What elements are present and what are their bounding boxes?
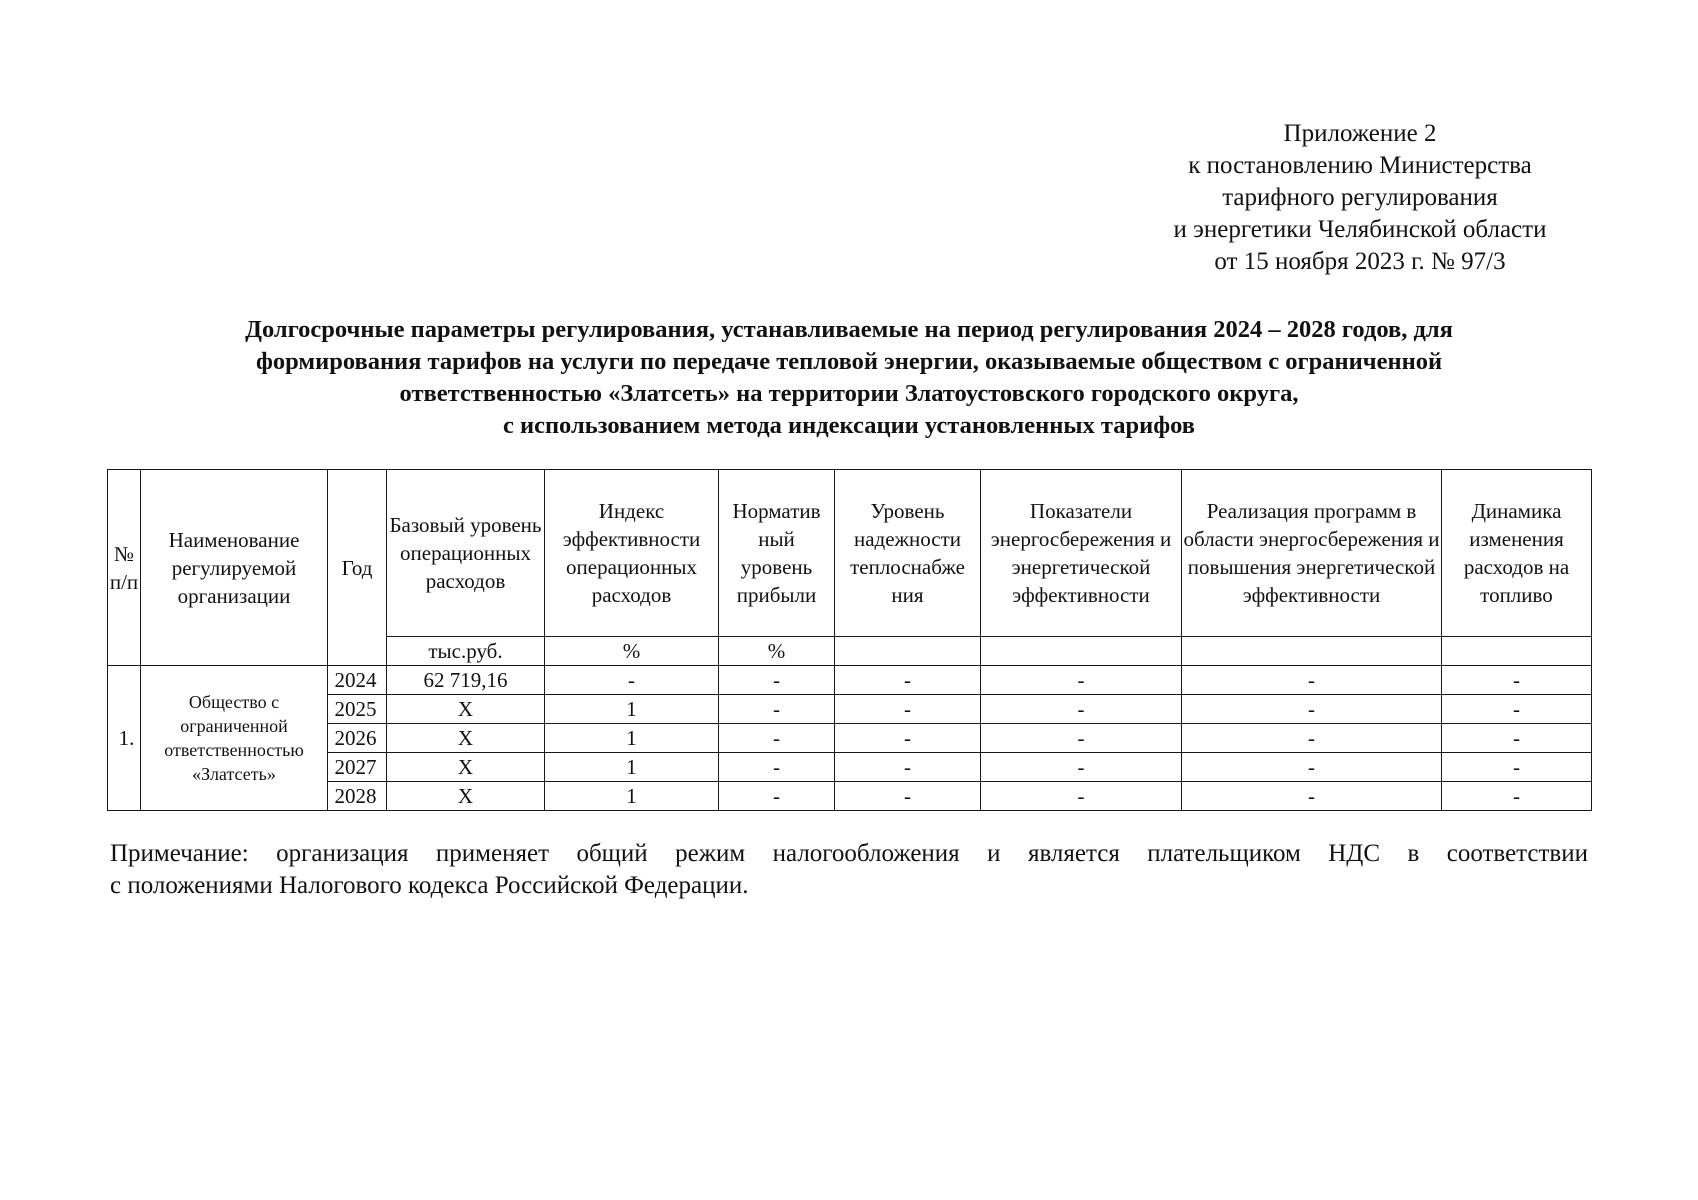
table-row bbox=[108, 724, 1592, 753]
cell-reliability: - bbox=[835, 782, 981, 811]
cell-base-level: X bbox=[387, 782, 545, 811]
cell-profit-norm: - bbox=[719, 666, 835, 695]
unit-profit-norm: % bbox=[719, 637, 835, 666]
cell-year: 2026 bbox=[328, 724, 387, 753]
table-row bbox=[108, 695, 1592, 724]
cell-energy-saving: - bbox=[981, 753, 1182, 782]
cell-energy-saving: - bbox=[981, 666, 1182, 695]
note-line: Примечание: организация применяет общий режим налогообложения и является плательщиком НДС в соответствии bbox=[110, 840, 1588, 867]
unit-fuel-dynamics bbox=[1442, 637, 1592, 666]
appendix-line: от 15 ноября 2023 г. № 97/3 bbox=[1214, 248, 1506, 275]
cell-programs: - bbox=[1182, 695, 1442, 724]
table-row bbox=[108, 666, 1592, 695]
note-line: с положениями Налогового кодекса Российской Федерации. bbox=[110, 872, 749, 899]
cell-year: 2028 bbox=[328, 782, 387, 811]
cell-base-level: X bbox=[387, 753, 545, 782]
header-org: Наименование регулируемой организации bbox=[141, 470, 328, 666]
unit-programs bbox=[1182, 637, 1442, 666]
cell-reliability: - bbox=[835, 695, 981, 724]
cell-base-level: 62 719,16 bbox=[387, 666, 545, 695]
cell-base-level: X bbox=[387, 724, 545, 753]
appendix-block bbox=[1140, 118, 1580, 278]
unit-reliability bbox=[835, 637, 981, 666]
cell-efficiency-index: 1 bbox=[545, 724, 719, 753]
header-programs: Реализация программ в области энергосбережения и повышения энергетической эффективности bbox=[1182, 470, 1442, 637]
appendix-line: тарифного регулирования bbox=[1222, 184, 1498, 211]
cell-year: 2025 bbox=[328, 695, 387, 724]
title-line: Долгосрочные параметры регулирования, устанавливаемые на период регулирования 2024 – 2028 годов, для bbox=[245, 316, 1453, 343]
cell-efficiency-index: 1 bbox=[545, 782, 719, 811]
unit-energy-saving bbox=[981, 637, 1182, 666]
cell-profit-norm: - bbox=[719, 724, 835, 753]
table-row bbox=[108, 782, 1592, 811]
cell-efficiency-index: 1 bbox=[545, 753, 719, 782]
header-profit-norm: Норматив ный уровень прибыли bbox=[719, 470, 835, 637]
cell-reliability: - bbox=[835, 753, 981, 782]
cell-fuel-dynamics: - bbox=[1442, 782, 1592, 811]
note-block bbox=[110, 838, 1588, 902]
cell-profit-norm: - bbox=[719, 753, 835, 782]
row-number: 1. bbox=[108, 666, 141, 811]
header-fuel-dynamics: Динамика изменения расходов на топливо bbox=[1442, 470, 1592, 637]
unit-base-level: тыс.руб. bbox=[387, 637, 545, 666]
cell-profit-norm: - bbox=[719, 695, 835, 724]
cell-efficiency-index: 1 bbox=[545, 695, 719, 724]
cell-programs: - bbox=[1182, 724, 1442, 753]
appendix-line: и энергетики Челябинской области bbox=[1173, 216, 1547, 243]
cell-year: 2027 bbox=[328, 753, 387, 782]
parameters-table bbox=[107, 469, 1592, 811]
title-line: с использованием метода индексации установленных тарифов bbox=[502, 412, 1196, 439]
table-row bbox=[108, 753, 1592, 782]
header-num: № п/п bbox=[108, 470, 141, 666]
cell-fuel-dynamics: - bbox=[1442, 753, 1592, 782]
cell-fuel-dynamics: - bbox=[1442, 724, 1592, 753]
cell-reliability: - bbox=[835, 666, 981, 695]
appendix-line: к постановлению Министерства bbox=[1188, 152, 1532, 179]
title-line: формирования тарифов на услуги по передаче тепловой энергии, оказываемые обществом с ограниченной bbox=[255, 348, 1443, 375]
header-reliability: Уровень надежности теплоснабже ния bbox=[835, 470, 981, 637]
table-header-row bbox=[108, 470, 1592, 637]
cell-efficiency-index: - bbox=[545, 666, 719, 695]
cell-year: 2024 bbox=[328, 666, 387, 695]
cell-base-level: X bbox=[387, 695, 545, 724]
cell-programs: - bbox=[1182, 753, 1442, 782]
cell-energy-saving: - bbox=[981, 724, 1182, 753]
header-year: Год bbox=[328, 470, 387, 666]
org-name: Общество с ограниченной ответственностью «Златсеть» bbox=[141, 666, 328, 811]
cell-reliability: - bbox=[835, 724, 981, 753]
header-base-level: Базовый уровень операционных расходов bbox=[387, 470, 545, 637]
cell-energy-saving: - bbox=[981, 782, 1182, 811]
header-energy-saving: Показатели энергосбережения и энергетической эффективности bbox=[981, 470, 1182, 637]
unit-efficiency-index: % bbox=[545, 637, 719, 666]
document-title bbox=[100, 314, 1598, 442]
appendix-line: Приложение 2 bbox=[1283, 120, 1437, 147]
cell-profit-norm: - bbox=[719, 782, 835, 811]
cell-programs: - bbox=[1182, 782, 1442, 811]
cell-programs: - bbox=[1182, 666, 1442, 695]
header-efficiency-index: Индекс эффективности операционных расходов bbox=[545, 470, 719, 637]
cell-fuel-dynamics: - bbox=[1442, 666, 1592, 695]
cell-fuel-dynamics: - bbox=[1442, 695, 1592, 724]
cell-energy-saving: - bbox=[981, 695, 1182, 724]
title-line: ответственностью «Златсеть» на территории Златоустовского городского округа, bbox=[399, 380, 1299, 407]
